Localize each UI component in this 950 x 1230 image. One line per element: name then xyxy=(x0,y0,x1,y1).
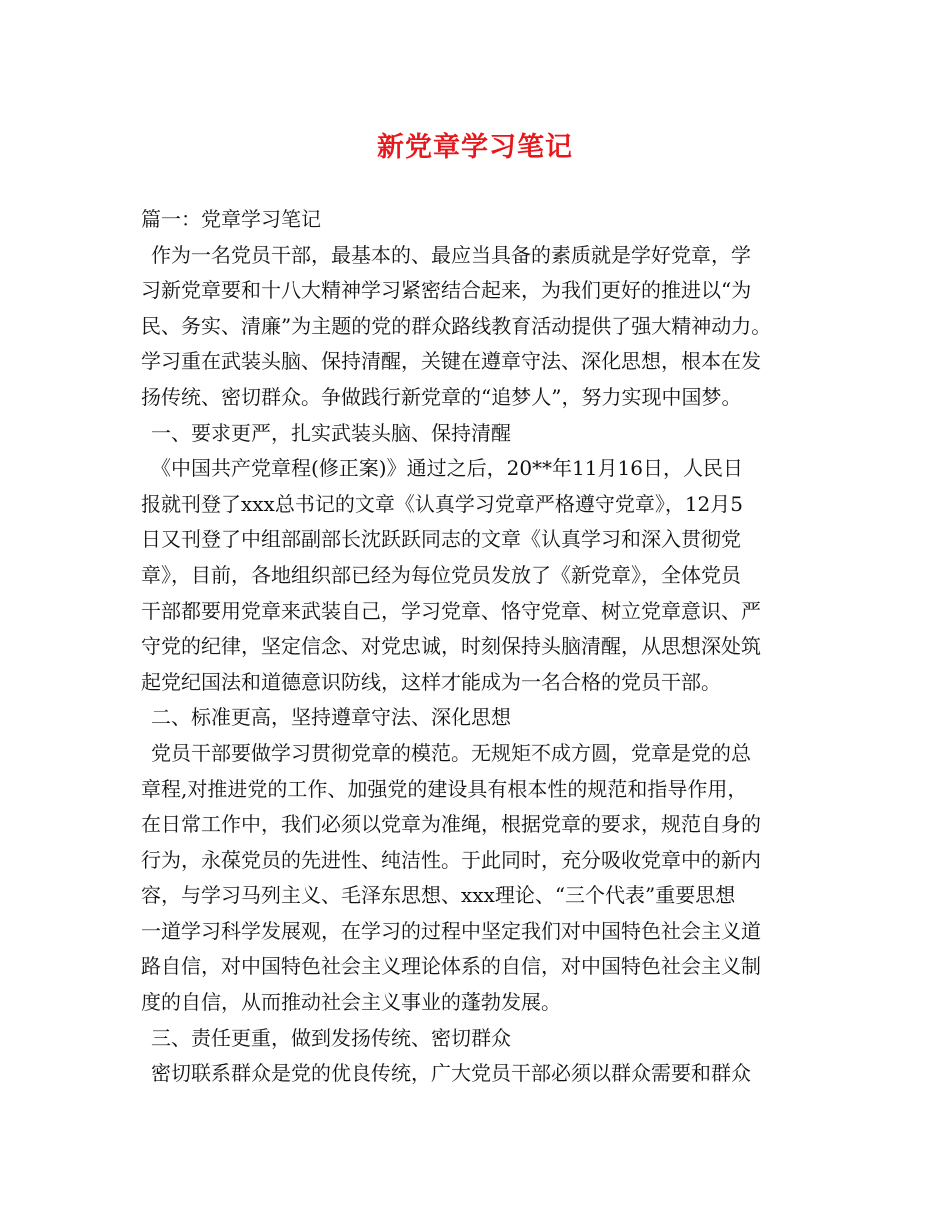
paragraph-line: 《中国共产党章程(修正案)》通过之后，20**年11月16日，人民日 xyxy=(151,456,743,481)
subsection-heading: 一、要求更严，扎实武装头脑、保持清醒 xyxy=(151,420,511,445)
paragraph-line: 干部都要用党章来武装自己，学习党章、恪守党章、树立党章意识、严 xyxy=(141,598,761,623)
paragraph-line: 章》，目前，各地组织部已经为每位党员发放了《新党章》，全体党员 xyxy=(141,562,741,587)
subsection-heading: 三、责任更重，做到发扬传统、密切群众 xyxy=(151,1025,511,1050)
paragraph-line: 行为，永葆党员的先进性、纯洁性。于此同时，充分吸收党章中的新内 xyxy=(141,847,761,872)
subsection-heading: 二、标准更高，坚持遵章守法、深化思想 xyxy=(151,705,511,730)
paragraph-line: 党员干部要做学习贯彻党章的模范。无规矩不成方圆，党章是党的总 xyxy=(151,740,751,765)
paragraph-line: 在日常工作中，我们必须以党章为准绳，根据党章的要求，规范自身的 xyxy=(141,812,761,837)
paragraph-line: 密切联系群众是党的优良传统，广大党员干部必须以群众需要和群众 xyxy=(151,1061,751,1086)
paragraph-line: 习新党章要和十八大精神学习紧密结合起来，为我们更好的推进以“为 xyxy=(141,278,752,303)
paragraph-line: 容，与学习马列主义、毛泽东思想、xxx理论、“三个代表”重要思想 xyxy=(141,883,736,908)
paragraph-line: 扬传统、密切群众。争做践行新党章的“追梦人”，努力实现中国梦。 xyxy=(141,384,742,409)
paragraph-line: 守党的纪律，坚定信念、对党忠诚，时刻保持头脑清醒，从思想深处筑 xyxy=(141,634,761,659)
paragraph-line: 起党纪国法和道德意识防线，这样才能成为一名合格的党员干部。 xyxy=(141,669,721,694)
paragraph-line: 学习重在武装头脑、保持清醒，关键在遵章守法、深化思想，根本在发 xyxy=(141,349,761,374)
paragraph-line: 章程,对推进党的工作、加强党的建设具有根本性的规范和指导作用， xyxy=(141,776,748,801)
paragraph-line: 度的自信，从而推动社会主义事业的蓬勃发展。 xyxy=(141,990,561,1015)
paragraph-line: 路自信，对中国特色社会主义理论体系的自信，对中国特色社会主义制 xyxy=(141,954,761,979)
paragraph-line: 日又刊登了中组部副部长沈跃跃同志的文章《认真学习和深入贯彻党 xyxy=(141,527,741,552)
section-heading: 篇一：党章学习笔记 xyxy=(141,207,321,231)
paragraph-line: 一道学习科学发展观，在学习的过程中坚定我们对中国特色社会主义道 xyxy=(141,918,761,943)
paragraph-line: 报就刊登了xxx总书记的文章《认真学习党章严格遵守党章》，12月5 xyxy=(141,491,744,516)
paragraph-line: 民、务实、清廉”为主题的党的群众路线教育活动提供了强大精神动力。 xyxy=(141,313,772,338)
document-body xyxy=(141,202,831,1092)
document-title: 新党章学习笔记 xyxy=(377,132,573,163)
paragraph-line: 作为一名党员干部，最基本的、最应当具备的素质就是学好党章，学 xyxy=(151,242,751,267)
